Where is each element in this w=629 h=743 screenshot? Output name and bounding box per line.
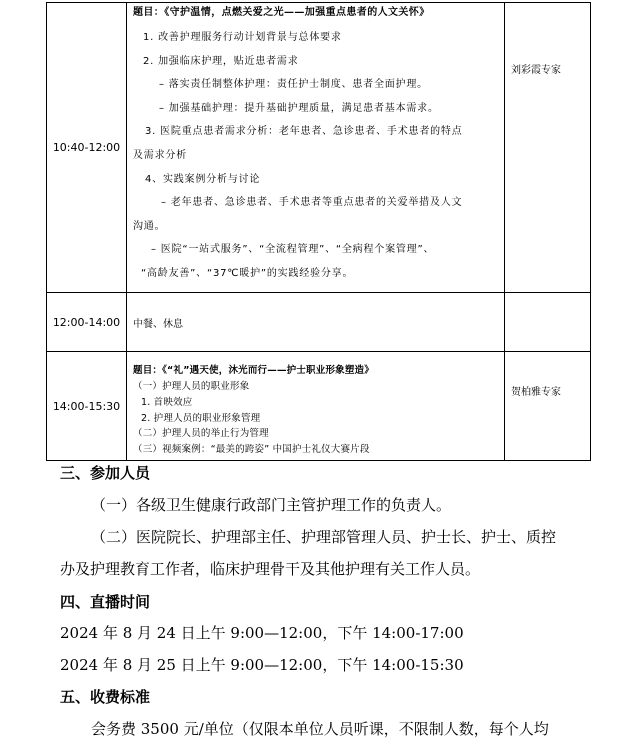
time-cell: 14:00-15:30 [47, 352, 127, 461]
session-line: “高龄友善”、“37℃暖护”的实践经验分享。 [141, 267, 354, 279]
session-line: 2. 护理人员的职业形象管理 [141, 412, 261, 424]
session-line: 1. 首映效应 [141, 396, 193, 408]
section-heading-participants: 三、参加人员 [60, 464, 151, 482]
time-cell: 10:40-12:00 [47, 3, 127, 293]
schedule-row [47, 352, 591, 461]
speaker-cell: 贺柏雅专家 [505, 352, 591, 461]
speaker-cell: 刘彩霞专家 [505, 3, 591, 293]
content-cell [127, 3, 505, 293]
session-line: 及需求分析 [133, 149, 187, 161]
content-cell [127, 352, 505, 461]
broadcast-day-2: 2024 年 8 月 25 日上午 9:00—12:00，下午 14:00-15:30 [60, 656, 464, 674]
section-heading-fees: 五、收费标准 [60, 688, 151, 706]
session-line: – 落实责任制整体护理：责任护士制度、患者全面护理。 [159, 79, 428, 91]
session-line: 3. 医院重点患者需求分析：老年患者、急诊患者、手术患者的特点 [145, 126, 463, 138]
session-line: 4、实践案例分析与讨论 [145, 173, 261, 185]
participants-item-2-cont: 办及护理教育工作者，临床护理骨干及其他护理有关工作人员。 [60, 560, 481, 578]
content-cell: 中餐、休息 [127, 293, 505, 352]
speaker-cell [505, 293, 591, 352]
broadcast-day-1: 2024 年 8 月 24 日上午 9:00—12:00，下午 14:00-17:00 [60, 624, 464, 642]
session-line: – 医院“一站式服务”、“全流程管理”、“全病程个案管理”、 [151, 244, 435, 256]
session-line: （一）护理人员的职业形象 [133, 381, 250, 392]
time-cell: 12:00-14:00 [47, 293, 127, 352]
session-topic: 题目：《守护温情，点燃关爱之光——加强重点患者的人文关怀》 [133, 7, 430, 18]
schedule-row [47, 293, 591, 352]
participants-item-2: （二）医院院长、护理部主任、护理部管理人员、护士长、护士、质控 [91, 528, 557, 546]
session-line: 1. 改善护理服务行动计划背景与总体要求 [143, 32, 342, 43]
participants-item-1: （一）各级卫生健康行政部门主管护理工作的负责人。 [91, 496, 452, 514]
session-line: – 老年患者、急诊患者、手术患者等重点患者的关爱举措及人文 [161, 197, 463, 209]
session-line: （三）视频案例：“最美的跨姿” 中国护士礼仪大赛片段 [133, 444, 370, 456]
session-line: （二）护理人员的举止行为管理 [133, 428, 269, 440]
section-heading-broadcast: 四、直播时间 [60, 593, 151, 611]
session-line: 沟通。 [133, 220, 166, 232]
session-line: 2. 加强临床护理，贴近患者需求 [143, 55, 299, 67]
fees-line-1: 会务费 3500 元/单位（仅限本单位人员听课，不限制人数，每个人均 [91, 720, 549, 738]
session-topic: 题目：《“礼”遇天使，沐光而行——护士职业形象塑造》 [133, 365, 374, 376]
schedule-row [47, 3, 591, 293]
session-line: – 加强基础护理：提升基础护理质量，满足患者基本需求。 [159, 102, 439, 114]
schedule-table [46, 2, 591, 461]
